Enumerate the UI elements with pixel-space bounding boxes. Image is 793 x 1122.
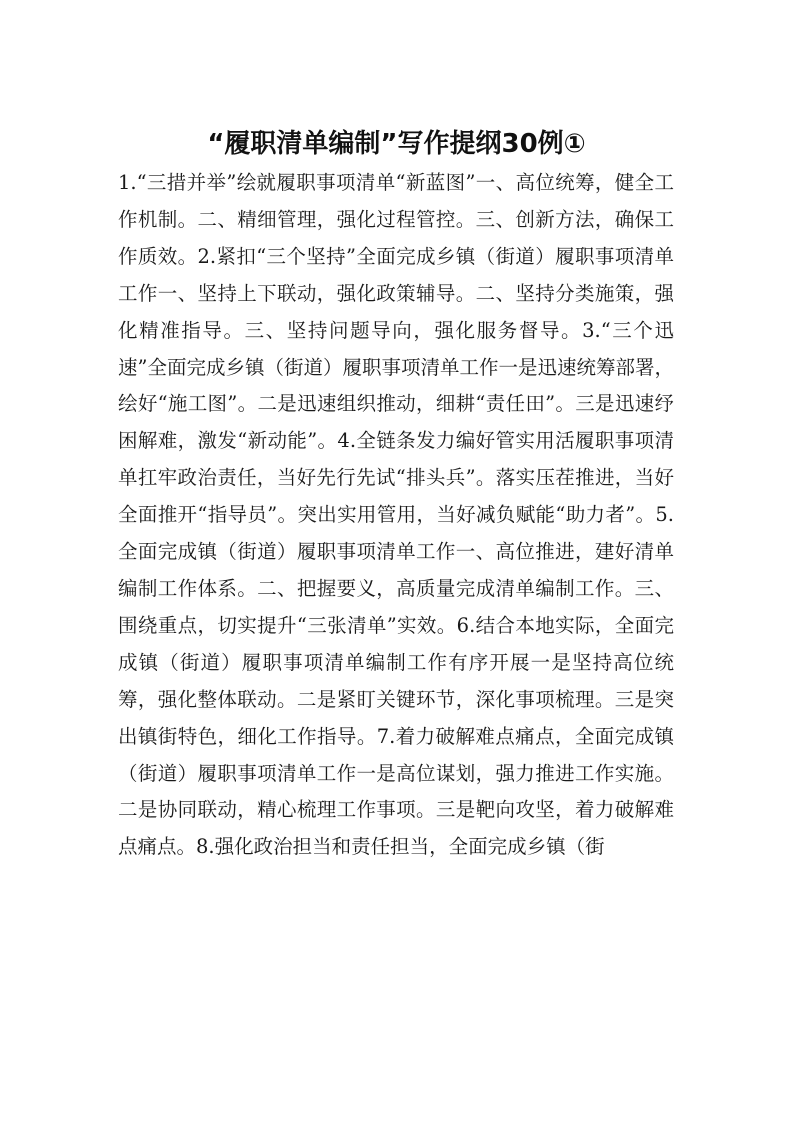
document-title: “履职清单编制”写作提纲30例① [207, 129, 586, 159]
document-body: 1.“三措并举”绘就履职事项清单“新蓝图”一、高位统筹，健全工作机制。二、精细管理，强化过程管控。三、创新方法，确保工作质效。2.紧扣“三个坚持”全面完成乡镇（街道）履职事项清单工作一、坚持上下联动，强化政策辅导。二、坚持分类施策，强化精准指导。三、坚持问题导向，强化服务督导。3.“三个迅速”全面完成乡镇（街道）履职事项清单工作一是迅速统筹部署，绘好“施工图”。二是迅速组织推动，细耕“责任田”。三是迅速纾困解难，激发“新动能”。4.全链条发力编好管实用活履职事项清单扛牢政治责任，当好先行先试“排头兵”。落实压茬推进，当好全面推开“指导员”。突出实用管用，当好减负赋能“助力者”。5.全面完成镇（街道）履职事项清单工作一、高位推进，建好清单编制工作体系。二、把握要义，高质量完成清单编制工作。三、围绕重点，切实提升“三张清单”实效。6.结合本地实际，全面完成镇（街道）履职事项清单编制工作有序开展一是坚持高位统筹，强化整体联动。二是紧盯关键环节，深化事项梳理。三是突出镇街特色，细化工作指导。7.着力破解难点痛点，全面完成镇（街道）履职事项清单工作一是高位谋划，强力推进工作实施。二是协同联动，精心梳理工作事项。三是靶向攻坚，着力破解难点痛点。8.强化政治担当和责任担当，全面完成乡镇（街 [118, 171, 674, 859]
